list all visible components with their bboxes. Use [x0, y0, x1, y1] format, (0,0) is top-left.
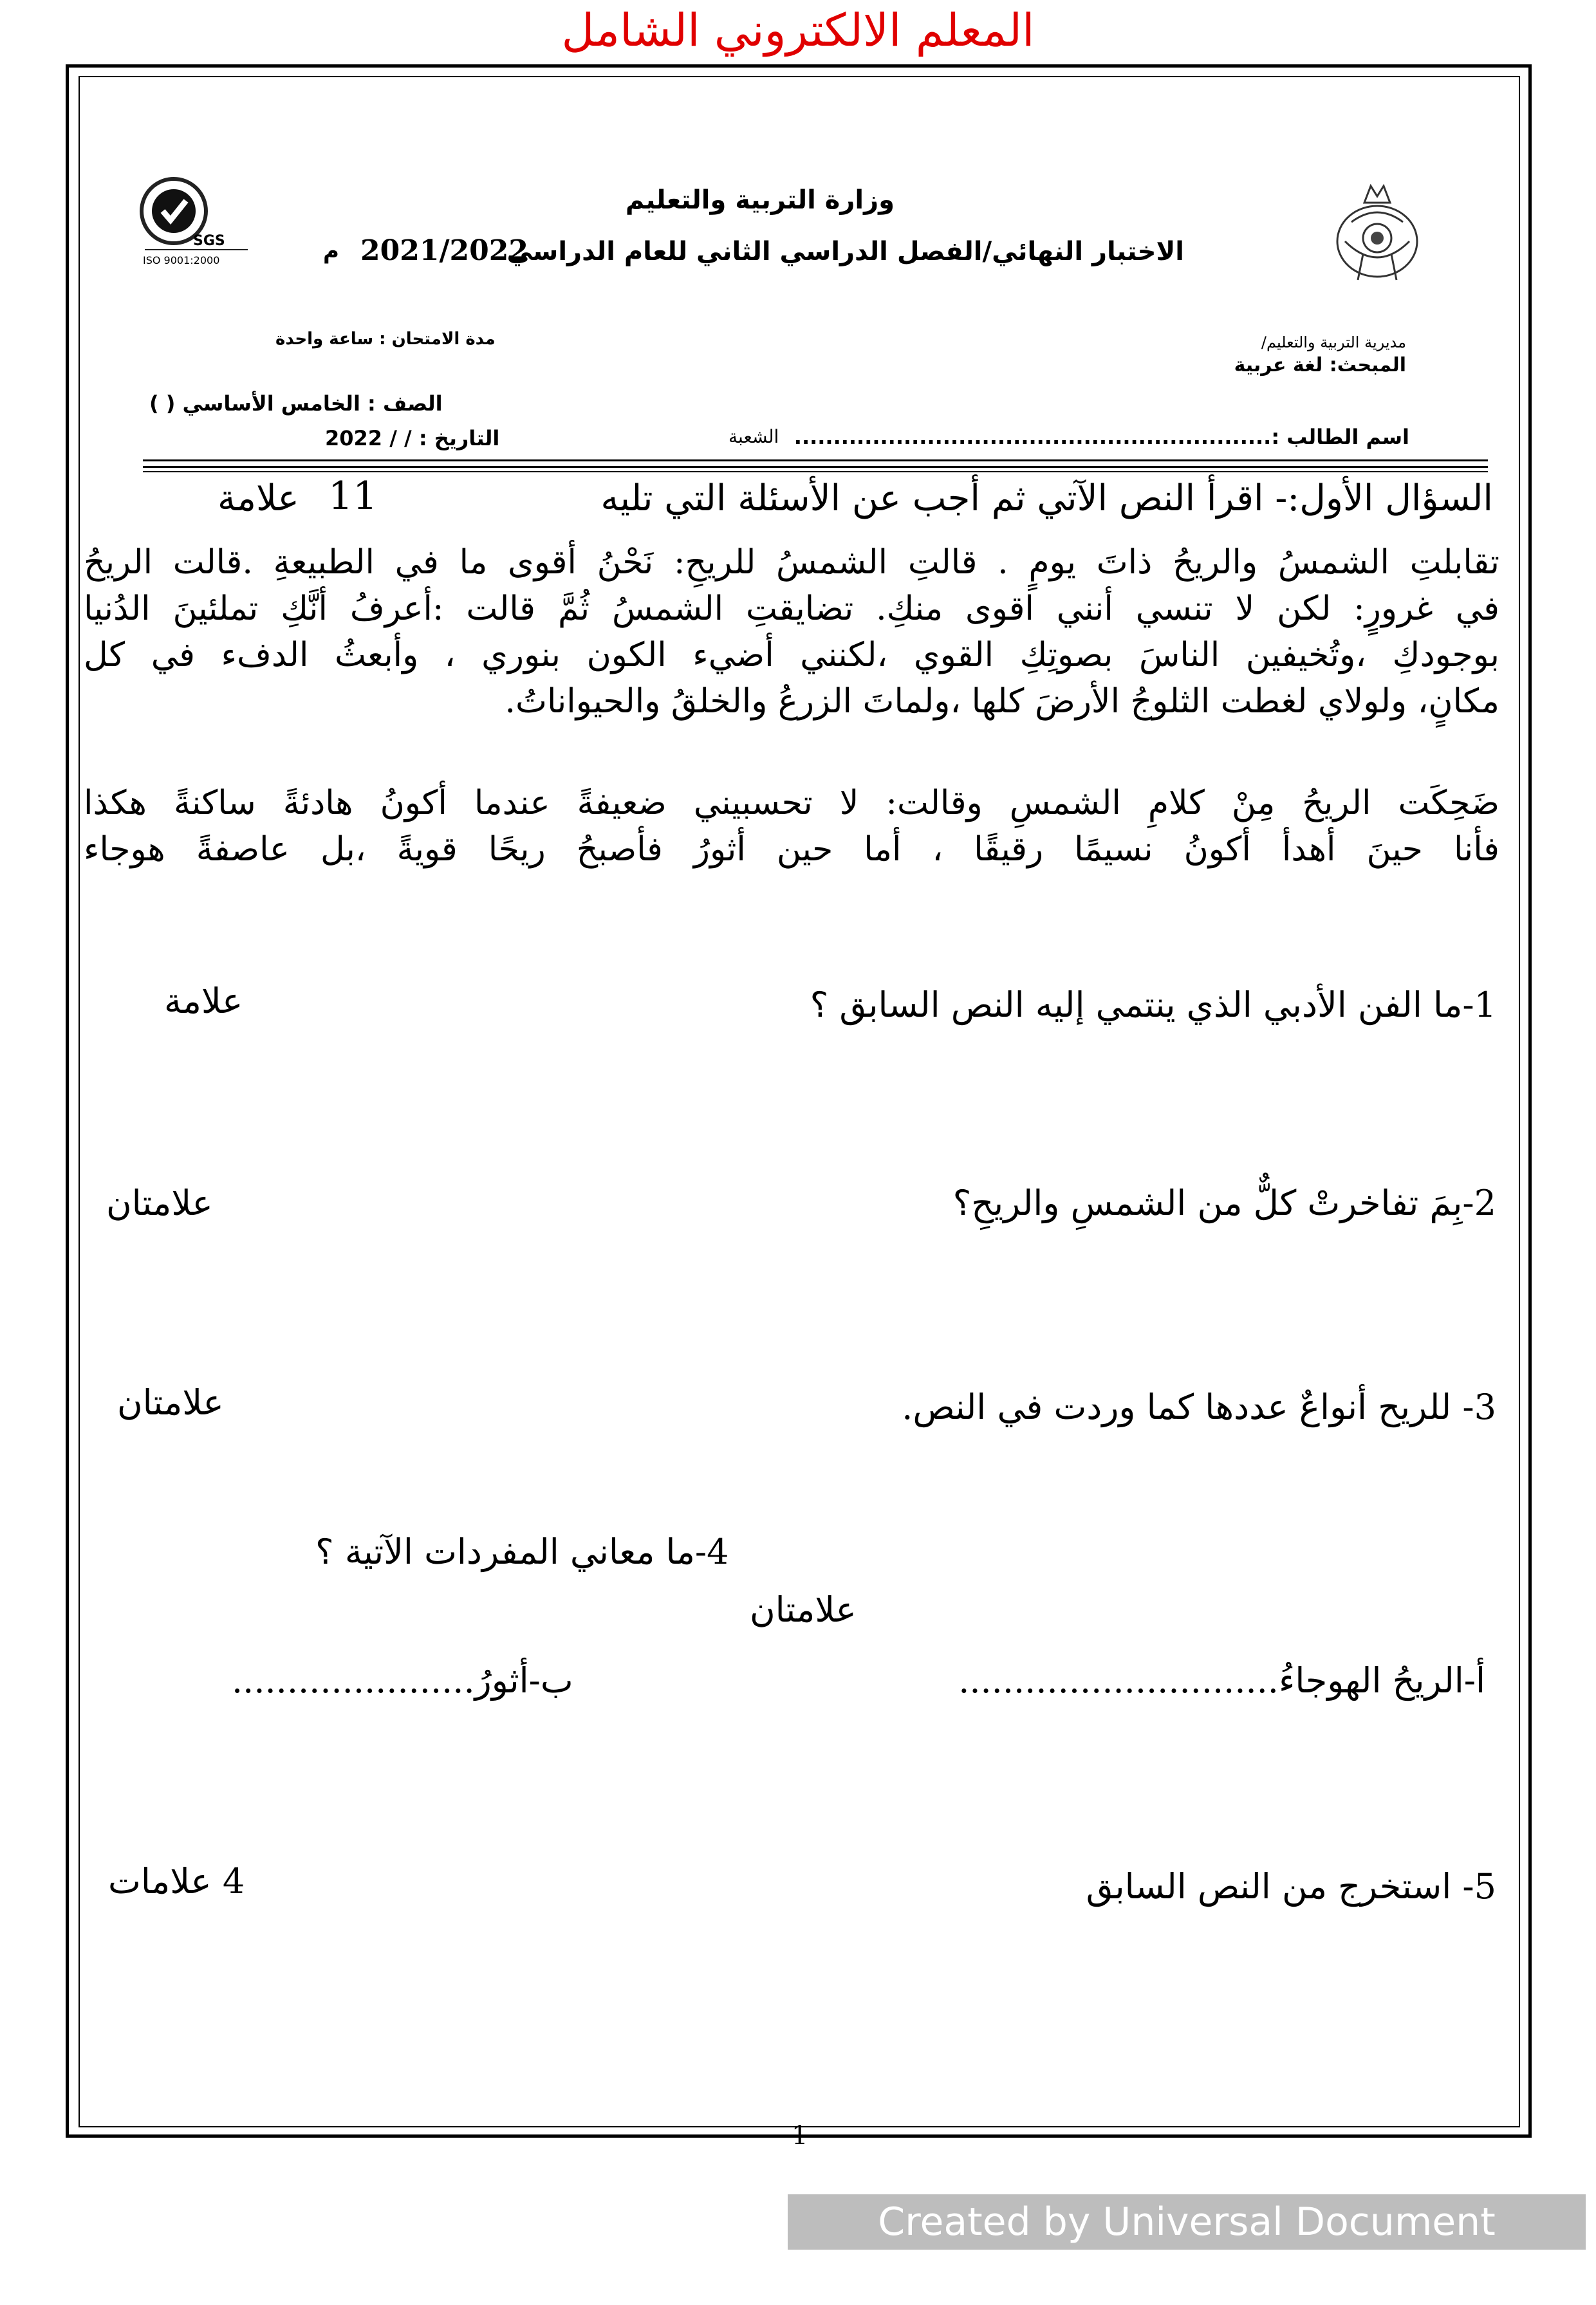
- question-3: 3- للريح أنواعٌ عددها كما وردت في النص.: [902, 1387, 1496, 1427]
- exam-date: التاريخ : / / 2022: [325, 426, 500, 450]
- coat-of-arms-emblem: [1326, 177, 1429, 286]
- page-border-inner: [79, 76, 1520, 2127]
- passage-paragraph-2: [84, 780, 1499, 873]
- exam-title: الاختبار النهائي/الفصل الدراسي الثاني للعام الدراسي: [506, 237, 1184, 266]
- header-divider: [143, 459, 1488, 461]
- page-number: 1: [792, 2121, 808, 2151]
- section-label: الشعبة: [728, 426, 779, 447]
- passage-line: بوجودكِ ،وتُخيفين الناسَ بصوتِكِ القوي ،لكنني أضيء الكون بنوري ، وأبعثُ الدفء في كل: [84, 636, 1499, 674]
- passage-line: مكانٍ، ولولاي لغطت الثلوجُ الأرضَ كلها ،ولماتَ الزرعُ والخلقُ والحيواناتُ.: [505, 682, 1499, 721]
- question-3-marks: علامتان: [117, 1382, 224, 1423]
- header-divider: [143, 471, 1488, 472]
- question-1: 1-ما الفن الأدبي الذي ينتمي إليه النص السابق ؟: [810, 985, 1496, 1025]
- question-5-marks: 4 علامات: [108, 1861, 245, 1902]
- question1-marks-word: علامة: [218, 477, 299, 519]
- cert-label: SGS: [193, 233, 225, 249]
- question1-title: السؤال الأول:- اقرأ النص الآتي ثم أجب عن الأسئلة التي تليه: [600, 477, 1493, 519]
- iso-certification-badge: [132, 172, 261, 263]
- passage-line: تقابلتِ الشمسُ والريحُ ذاتَ يومٍ . قالتِ الشمسُ للريحِ: نَحْنُ أقوى ما في الطبيعةِ .قالت الريحُ: [84, 543, 1499, 582]
- passage-line: في غرورٍ: لكن لا تنسي أنني اقوى منكِ. تضايقتِ الشمسُ ثُمَّ قالت :أعرفُ أنَّكِ تملئينَ الدُنيا: [84, 589, 1500, 628]
- brand-title: المعلم الالكتروني الشامل: [561, 4, 1035, 57]
- question-2-marks: علامتان: [106, 1183, 213, 1223]
- question1-marks-number: 11: [328, 474, 378, 519]
- exam-year: 2021/2022: [360, 234, 528, 267]
- directorate: مديرية التربية والتعليم/: [1261, 333, 1406, 351]
- passage-line: ضَحِكَت الريحُ مِنْ كلامِ الشمسِ وقالت: لا تحسبيني ضعيفةً عندما أكونُ هادئةً ساكنةً هكذا: [84, 784, 1499, 822]
- grade: الصف : الخامس الأساسي ( ): [149, 391, 443, 416]
- subject: المبحث: لغة عربية: [1234, 354, 1406, 376]
- question-1-marks: علامة: [164, 981, 243, 1021]
- header-divider: [143, 466, 1488, 468]
- year-suffix: م: [323, 238, 339, 264]
- exam-duration: مدة الامتحان : ساعة واحدة: [275, 329, 496, 349]
- passage-paragraph-1: [84, 539, 1499, 725]
- question-2: 2-بِمَ تفاخرتْ كلٌّ من الشمسِ والريحِ؟: [952, 1183, 1496, 1223]
- cert-text: ISO 9001:2000: [143, 254, 220, 266]
- question-4: 4-ما معاني المفردات الآتية ؟: [315, 1532, 729, 1572]
- passage-line: فأنا حينَ أهدأ أكونُ نسيمًا رقيقًا ، أما حين أثورُ فأصبحُ ريحًا قويةً ،بل عاصفةً هوجاء: [84, 830, 1499, 869]
- question-4-marks: علامتان: [750, 1589, 857, 1630]
- student-name-field: اسم الطالب :.............................................................: [793, 425, 1409, 449]
- question-5: 5- استخرج من النص السابق: [1086, 1866, 1496, 1907]
- vocab-a: أ-الريحُ الهوجاءُ.............................: [958, 1660, 1485, 1701]
- vocab-b: ب-أثورُ......................: [232, 1660, 573, 1701]
- converter-watermark: Created by Universal Document Converter: [788, 2194, 1586, 2250]
- ministry-name: وزارة التربية والتعليم: [625, 185, 895, 215]
